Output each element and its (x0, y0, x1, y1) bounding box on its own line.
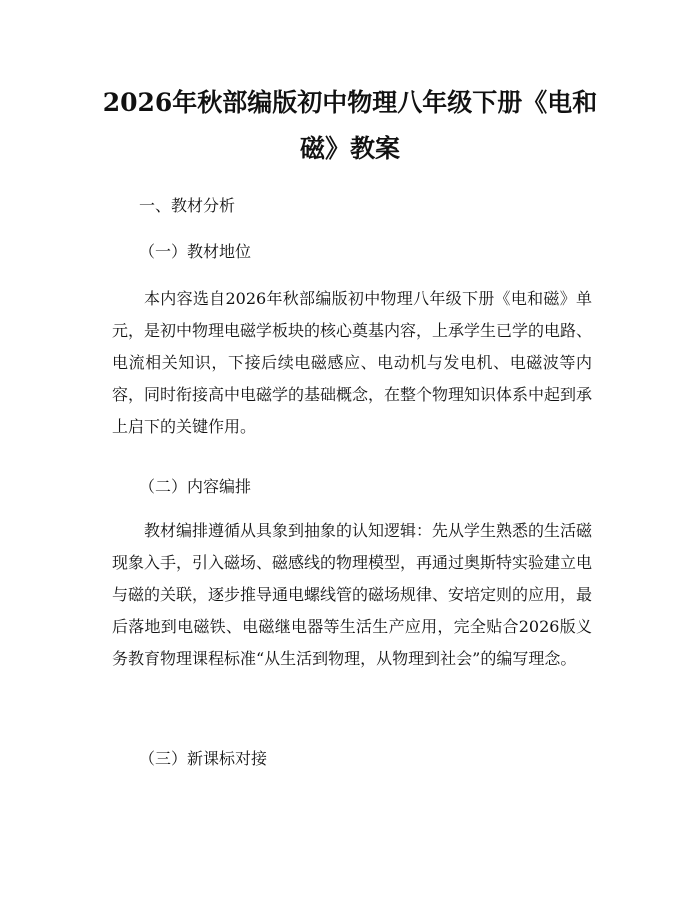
section-heading-textbook-analysis: 一、教材分析 (139, 196, 236, 215)
document-title: 2026年秋部编版初中物理八年级下册《电和磁》教案 (102, 88, 598, 163)
subsection-heading-textbook-position: （一）教材地位 (139, 242, 252, 261)
paragraph-content-arrangement: 教材编排遵循从具象到抽象的认知逻辑：先从学生熟悉的生活磁现象入手，引入磁场、磁感线的物理模型，再通过奥斯特实验建立电与磁的关联，逐步推导通电螺线管的磁场规律、安培定则的应用，最后落地到电磁铁、电磁继电器等生活生产应用，完全贴合2026版义务教育物理课程标准“从生活到物理，从物理到社会”的编写理念。 (112, 521, 593, 668)
paragraph-textbook-position: 本内容选自2026年秋部编版初中物理八年级下册《电和磁》单元，是初中物理电磁学板块的核心奠基内容，上承学生已学的电路、电流相关知识，下接后续电磁感应、电动机与发电机、电磁波等内容，同时衔接高中电磁学的基础概念，在整个物理知识体系中起到承上启下的关键作用。 (112, 289, 593, 436)
subsection-heading-new-curriculum: （三）新课标对接 (139, 749, 268, 768)
subsection-heading-content-arrangement: （二）内容编排 (139, 477, 252, 496)
